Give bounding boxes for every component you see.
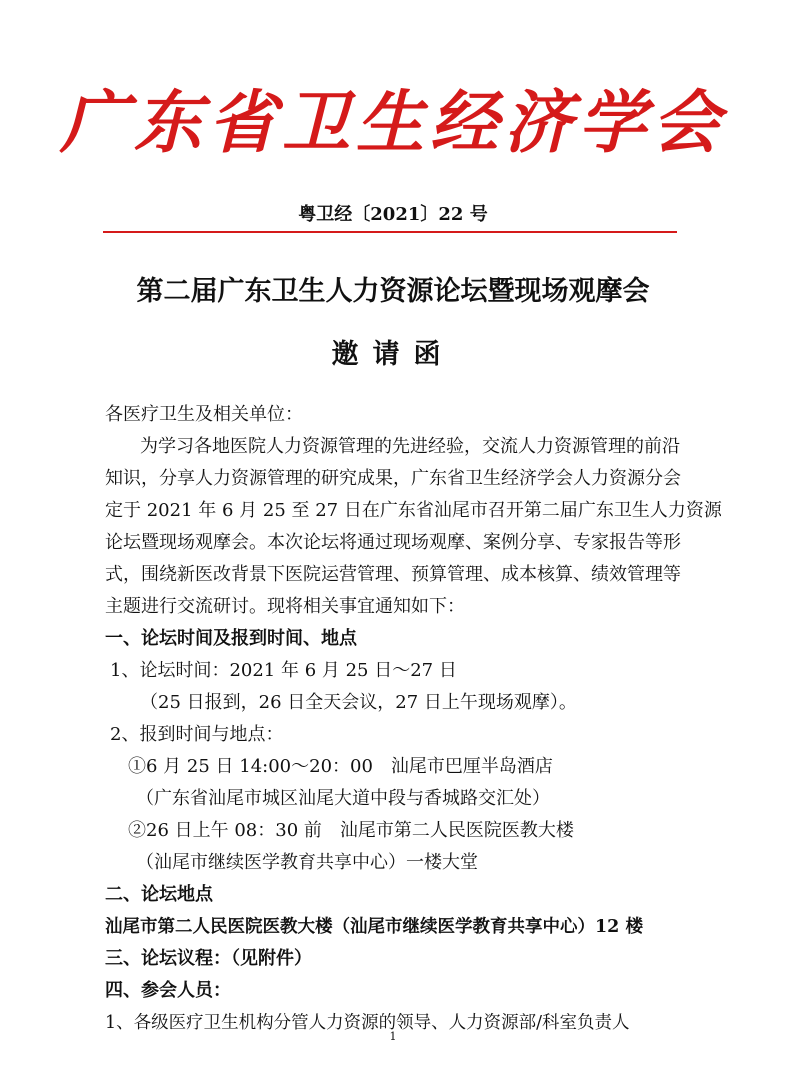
item-registration-b: ②26 日上午 08：30 前 汕尾市第二人民医院医教大楼: [128, 820, 574, 841]
forum-venue: 汕尾市第二人民医院医教大楼（汕尾市继续医学教育共享中心）12 楼: [105, 917, 643, 937]
attendee-item-1: 1、各级医疗卫生机构分管人力资源的领导、人力资源部/科室负责人: [105, 1013, 630, 1033]
item-registration-a: ①6 月 25 日 14:00～20：00 汕尾市巴厘半岛酒店: [128, 756, 553, 777]
org-masthead: 广东省卫生经济学会: [59, 83, 726, 163]
red-divider: [103, 231, 677, 233]
paragraph-line: 式，围绕新医改背景下医院运营管理、预算管理、成本核算、绩效管理等: [105, 564, 681, 585]
section-heading-4: 四、参会人员：: [105, 980, 231, 1001]
item-forum-time: 1、论坛时间：2021 年 6 月 25 日～27 日: [110, 660, 457, 681]
paragraph-line: 知识，分享人力资源管理的研究成果，广东省卫生经济学会人力资源分会: [105, 468, 681, 489]
section-heading-1: 一、论坛时间及报到时间、地点: [105, 628, 357, 649]
paragraph-line: 为学习各地医院人力资源管理的先进经验，交流人力资源管理的前沿: [140, 436, 680, 457]
paragraph-line: 主题进行交流研讨。现将相关事宜通知如下：: [105, 596, 465, 617]
item-registration: 2、报到时间与地点：: [110, 724, 284, 745]
item-registration-b-note: （汕尾市继续医学教育共享中心）一楼大堂: [136, 852, 478, 873]
salutation: 各医疗卫生及相关单位：: [105, 404, 303, 425]
document-number: 粤卫经〔2021〕22 号: [298, 204, 488, 225]
document-subtitle: 邀请函: [331, 339, 455, 370]
item-forum-time-note: （25 日报到，26 日全天会议，27 日上午现场观摩）。: [140, 692, 577, 713]
document-title: 第二届广东卫生人力资源论坛暨现场观摩会: [136, 276, 650, 307]
page-number: 1: [389, 1030, 397, 1043]
section-heading-2: 二、论坛地点: [105, 884, 213, 905]
item-registration-a-note: （广东省汕尾市城区汕尾大道中段与香城路交汇处）: [136, 788, 550, 809]
paragraph-line: 定于 2021 年 6 月 25 至 27 日在广东省汕尾市召开第二届广东卫生人力资源: [105, 500, 722, 521]
paragraph-line: 论坛暨现场观摩会。本次论坛将通过现场观摩、案例分享、专家报告等形: [105, 532, 681, 553]
section-heading-3: 三、论坛议程：（见附件）: [105, 948, 312, 969]
